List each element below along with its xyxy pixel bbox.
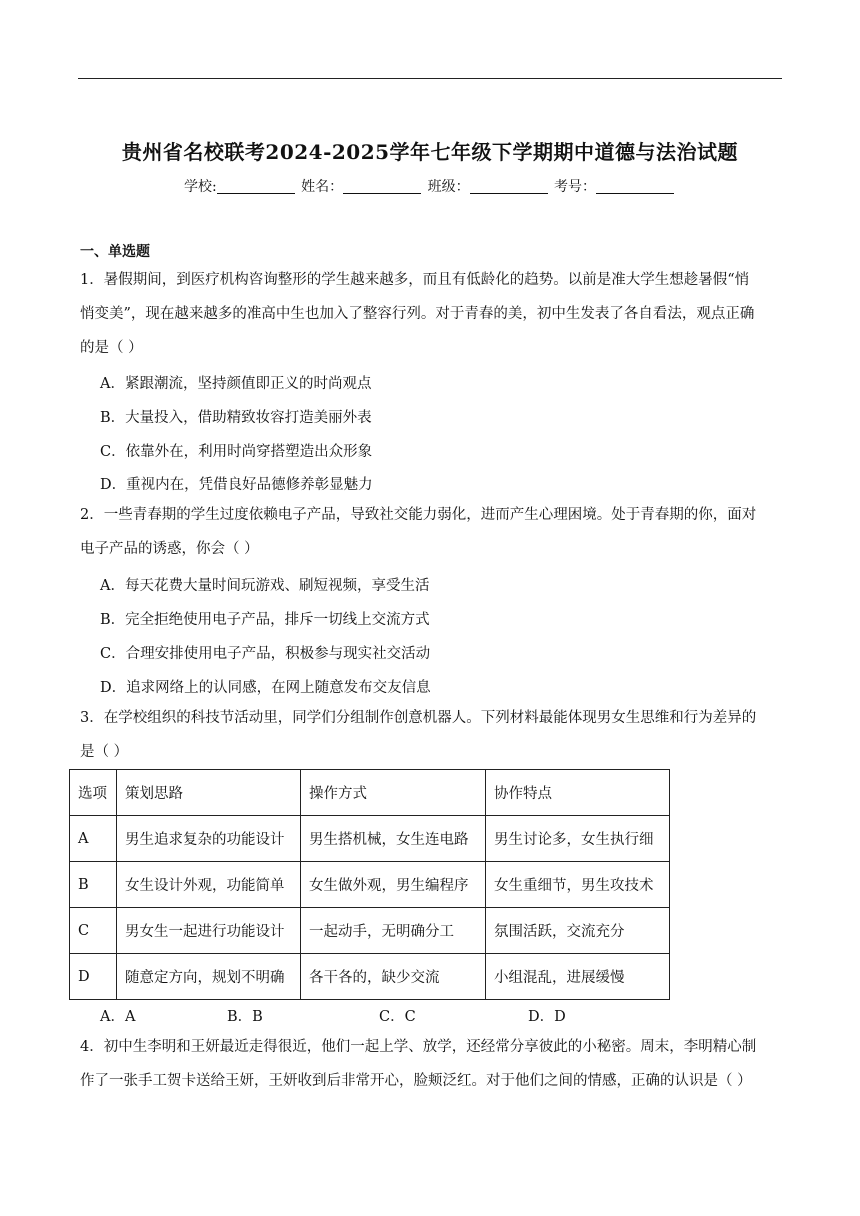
table-cell: 一起动手，无明确分工 <box>301 908 486 954</box>
table-cell: C <box>70 908 117 954</box>
table-cell: 男生讨论多，女生执行细 <box>486 816 670 862</box>
question-3-table <box>69 769 670 1000</box>
table-header-cell: 协作特点 <box>486 770 670 816</box>
table-cell: 氛围活跃，交流充分 <box>486 908 670 954</box>
question-1-line-1: 1．暑假期间，到医疗机构咨询整形的学生越来越多，而且有低龄化的趋势。以前是准大学生想趁暑假“悄 <box>80 272 750 288</box>
exam-number-blank[interactable] <box>596 179 674 194</box>
table-cell: 男女生一起进行功能设计 <box>117 908 301 954</box>
school-blank[interactable] <box>217 179 295 194</box>
question-1-line-3: 的是（ ） <box>80 340 143 356</box>
table-header-cell: 选项 <box>70 770 117 816</box>
question-2-option-b: B．完全拒绝使用电子产品，排斥一切线上交流方式 <box>100 612 430 628</box>
question-2-option-d: D．追求网络上的认同感，在网上随意发布交友信息 <box>100 680 431 696</box>
table-header-row <box>70 770 670 816</box>
page-title: 贵州省名校联考2024-2025学年七年级下学期期中道德与法治试题 <box>121 140 739 164</box>
table-header-cell: 操作方式 <box>301 770 486 816</box>
header-rule <box>78 78 782 79</box>
question-4-line-2: 作了一张手工贺卡送给王妍，王妍收到后非常开心，脸颊泛红。对于他们之间的情感，正确的认识是（ ） <box>80 1073 752 1089</box>
table-row <box>70 862 670 908</box>
question-3-answer-a: A．A <box>100 1009 136 1025</box>
table-cell: 男生搭机械，女生连电路 <box>301 816 486 862</box>
question-3-answer-c: C．C <box>379 1009 416 1025</box>
table-cell: 各干各的，缺少交流 <box>301 954 486 1000</box>
class-blank[interactable] <box>470 179 548 194</box>
question-3-line-1: 3．在学校组织的科技节活动里，同学们分组制作创意机器人。下列材料最能体现男女生思维和行为差异的 <box>80 710 757 726</box>
question-1-option-d: D．重视内在，凭借良好品德修养彰显魅力 <box>100 477 373 493</box>
question-1-option-b: B．大量投入，借助精致妆容打造美丽外表 <box>100 410 372 426</box>
table-cell: A <box>70 816 117 862</box>
question-2-line-2: 电子产品的诱惑，你会（ ） <box>80 541 259 557</box>
table-cell: 小组混乱，进展缓慢 <box>486 954 670 1000</box>
table-row <box>70 954 670 1000</box>
name-blank[interactable] <box>343 179 421 194</box>
student-info-line <box>0 176 860 196</box>
question-2-option-c: C．合理安排使用电子产品，积极参与现实社交活动 <box>100 646 431 662</box>
question-4-line-1: 4．初中生李明和王妍最近走得很近，他们一起上学、放学，还经常分享彼此的小秘密。周末，李明精心制 <box>80 1039 757 1055</box>
section-heading: 一、单选题 <box>80 244 150 260</box>
table-cell: 女生重细节，男生攻技术 <box>486 862 670 908</box>
table-cell: B <box>70 862 117 908</box>
table-cell: 女生设计外观，功能简单 <box>117 862 301 908</box>
table-cell: 男生追求复杂的功能设计 <box>117 816 301 862</box>
table-cell: 女生做外观，男生编程序 <box>301 862 486 908</box>
question-3-answer-b: B．B <box>227 1009 263 1025</box>
question-3-line-2: 是（ ） <box>80 744 129 760</box>
question-1-option-c: C．依靠外在，利用时尚穿搭塑造出众形象 <box>100 444 373 460</box>
exam-number-label: 考号： <box>554 179 597 195</box>
question-1-line-2: 悄变美”，现在越来越多的准高中生也加入了整容行列。对于青春的美，初中生发表了各自看法，观点正确 <box>80 306 755 322</box>
table-cell: D <box>70 954 117 1000</box>
question-2-option-a: A．每天花费大量时间玩游戏、刷短视频，享受生活 <box>100 578 430 594</box>
table-row <box>70 908 670 954</box>
table-header-cell: 策划思路 <box>117 770 301 816</box>
question-3-answer-d: D．D <box>528 1009 566 1025</box>
class-label: 班级： <box>427 179 470 195</box>
question-1-option-a: A．紧跟潮流，坚持颜值即正义的时尚观点 <box>100 376 372 392</box>
question-2-line-1: 2．一些青春期的学生过度依赖电子产品，导致社交能力弱化，进而产生心理困境。处于青春期的你，面对 <box>80 507 757 523</box>
name-label: 姓名： <box>301 179 344 195</box>
table-cell: 随意定方向，规划不明确 <box>117 954 301 1000</box>
table-row <box>70 816 670 862</box>
school-label: 学校: <box>183 179 217 195</box>
